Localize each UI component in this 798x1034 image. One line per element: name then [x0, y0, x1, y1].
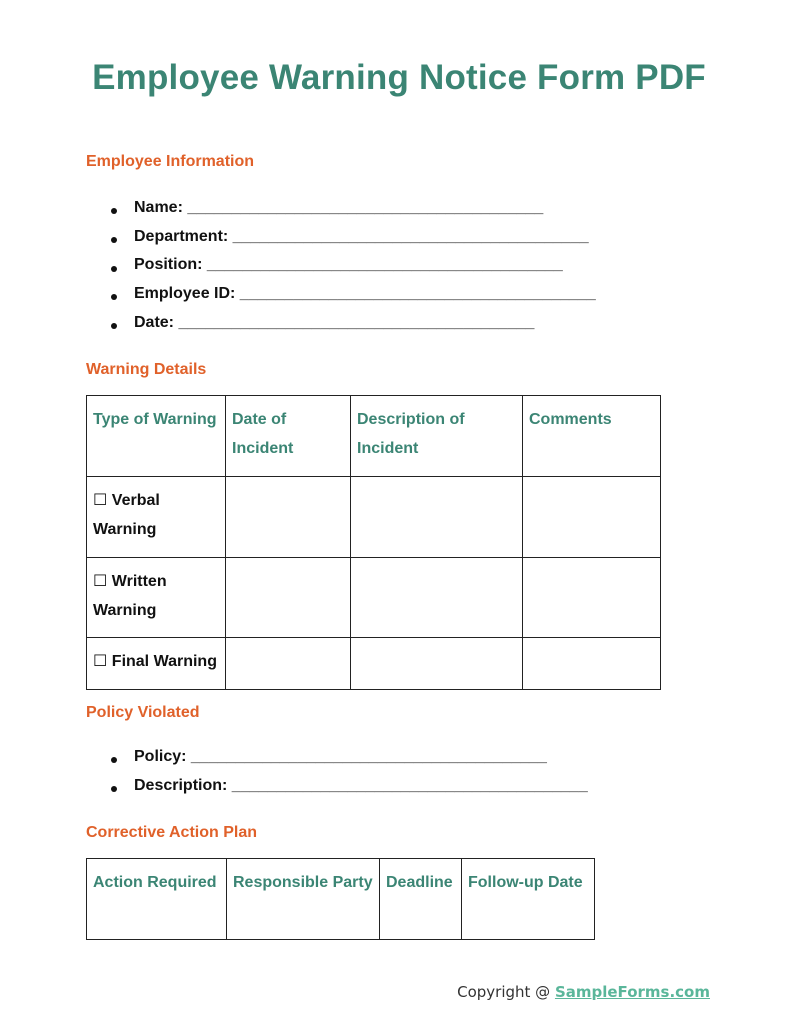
header-responsible-party: Responsible Party	[227, 859, 380, 940]
table-cell[interactable]	[226, 638, 351, 690]
policy-field-label: Policy: ________________________________________	[134, 748, 547, 765]
table-row	[87, 558, 661, 638]
table-cell[interactable]	[351, 477, 523, 558]
employee-id-field[interactable]	[86, 283, 596, 312]
table-cell[interactable]	[523, 638, 661, 690]
header-comments: Comments	[523, 396, 661, 477]
final-warning-checkbox[interactable]: ☐ Final Warning	[87, 638, 226, 690]
position-field-label: Position: ________________________________________	[134, 256, 563, 274]
policy-violated-list	[86, 746, 588, 803]
header-description-of-incident: Description of Incident	[351, 396, 523, 477]
table-header-row	[87, 859, 595, 940]
table-cell[interactable]	[523, 558, 661, 638]
bullet-icon	[111, 757, 117, 763]
copyright-footer	[457, 983, 710, 1001]
table-header-row	[87, 396, 661, 477]
position-field[interactable]	[86, 254, 596, 283]
table-row	[87, 477, 661, 558]
date-field-label: Date: ________________________________________	[134, 313, 535, 331]
table-cell[interactable]	[523, 477, 661, 558]
bullet-icon	[111, 208, 117, 214]
corrective-action-table	[86, 858, 595, 940]
header-action-required: Action Required	[87, 859, 227, 940]
department-field[interactable]	[86, 226, 596, 255]
bullet-icon	[111, 786, 117, 792]
description-field[interactable]	[86, 775, 588, 804]
header-type-of-warning: Type of Warning	[87, 396, 226, 477]
bullet-icon	[111, 294, 117, 300]
table-cell[interactable]	[351, 638, 523, 690]
corrective-action-plan-heading: Corrective Action Plan	[86, 824, 258, 841]
bullet-icon	[111, 266, 117, 272]
page-title: Employee Warning Notice Form PDF	[92, 58, 706, 97]
employee-id-field-label: Employee ID: ________________________________________	[134, 285, 596, 303]
date-field[interactable]	[86, 312, 596, 341]
bullet-icon	[111, 323, 117, 329]
header-deadline: Deadline	[380, 859, 462, 940]
header-follow-up-date: Follow-up Date	[462, 859, 595, 940]
employee-information-list	[86, 197, 596, 340]
warning-details-heading: Warning Details	[86, 361, 207, 378]
copyright-text: Copyright @	[457, 983, 555, 1001]
name-field[interactable]	[86, 197, 596, 226]
table-cell[interactable]	[351, 558, 523, 638]
department-field-label: Department: ________________________________________	[134, 227, 589, 245]
table-cell[interactable]	[226, 558, 351, 638]
employee-information-heading: Employee Information	[86, 153, 255, 170]
policy-violated-heading: Policy Violated	[86, 704, 200, 721]
verbal-warning-checkbox[interactable]: ☐ Verbal Warning	[87, 477, 226, 558]
written-warning-checkbox[interactable]: ☐ Written Warning	[87, 558, 226, 638]
policy-field[interactable]	[86, 746, 588, 775]
description-field-label: Description: ________________________________________	[134, 776, 588, 794]
bullet-icon	[111, 237, 117, 243]
name-field-label: Name: ________________________________________	[134, 199, 544, 216]
table-row	[87, 638, 661, 690]
warning-details-table	[86, 395, 661, 690]
table-cell[interactable]	[226, 477, 351, 558]
sampleforms-link[interactable]: SampleForms.com	[554, 983, 710, 1001]
header-date-of-incident: Date of Incident	[226, 396, 351, 477]
